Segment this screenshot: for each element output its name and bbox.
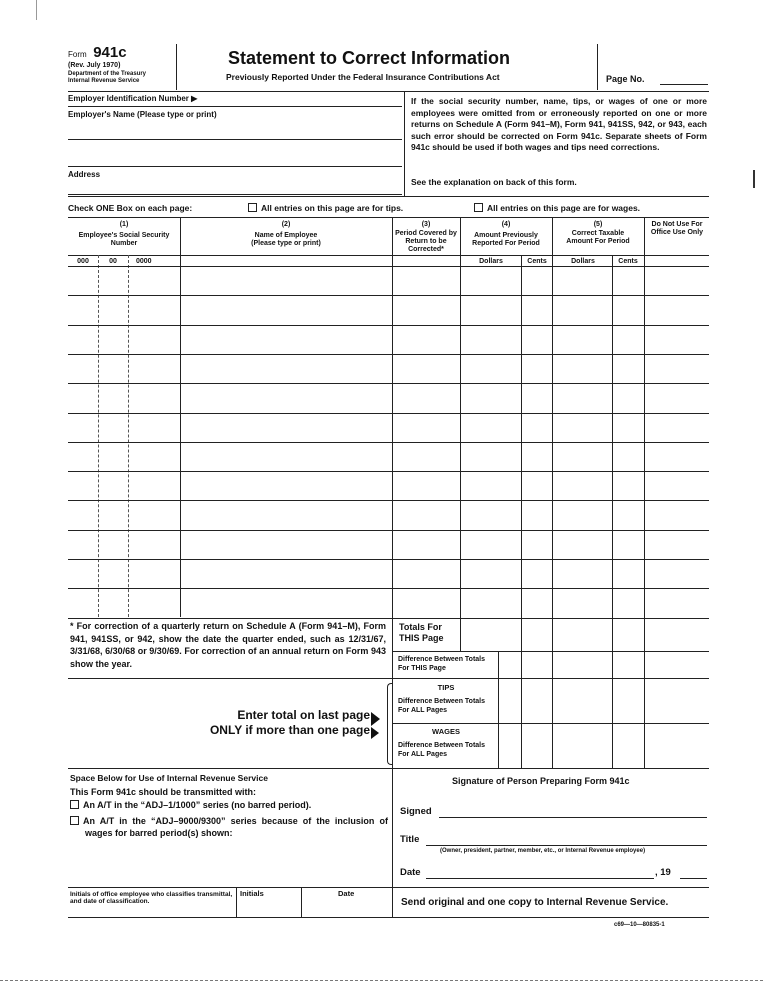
title-note: (Owner, president, partner, member, etc., or Internal Revenue employee) (440, 848, 646, 854)
form-subtitle: Previously Reported Under the Federal Insurance Contributions Act (226, 72, 500, 82)
form-number: 941c (93, 44, 127, 61)
ssn-divider (128, 255, 129, 617)
totals-line (460, 617, 461, 651)
ssn-divider (98, 255, 99, 617)
totals-line (68, 678, 709, 679)
col1-number: (1) (119, 221, 129, 228)
employer-name-field[interactable] (68, 139, 402, 140)
cents-divider (612, 255, 613, 617)
table-row-line (68, 266, 709, 267)
title-field[interactable] (426, 845, 707, 846)
adj-9000-option[interactable] (70, 815, 388, 839)
scan-edge-mark (36, 0, 37, 20)
tips-checkbox[interactable] (248, 203, 257, 212)
irs-use-heading: Space Below for Use of Internal Revenue Service (70, 773, 268, 783)
col4-dollars-header: Dollars (479, 258, 503, 265)
col3-title: Period Covered by Return to be Corrected* (395, 230, 457, 253)
table-column-line (392, 217, 393, 617)
signature-field[interactable] (439, 817, 707, 818)
see-back-note: See the explanation on back of this form. (411, 177, 577, 187)
totals-line (392, 651, 709, 652)
wages-option-label: All entries on this page are for wages. (487, 203, 641, 213)
col5-cents-header: Cents (618, 258, 638, 265)
totals-this-page-label: Totals For THIS Page (399, 622, 444, 643)
cents-divider (612, 617, 613, 768)
only-if-line: ONLY if more than one page (209, 723, 370, 737)
col3-header (393, 221, 459, 254)
adj-1-label: An A/T in the “ADJ–1/1000” series (no barred period). (83, 800, 312, 810)
col1-title: Employee's Social Security Number (78, 232, 170, 247)
form-id-block (68, 44, 127, 61)
send-instructions: Send original and one copy to Internal Revenue Service. (401, 897, 669, 908)
page-number-field[interactable] (660, 84, 708, 85)
instructions-text: If the social security number, name, tips, or wages of one or more employees were omitted from or erroneously reported on one or more returns on Schedule A (Form 941–M), Form 941, 941SS, 942, or 943, each such error should be corrected on Form 941c. Separate sheets of Form 941c should be used if both wages and tips need corrections. (411, 96, 707, 152)
col4-number: (4) (501, 221, 511, 228)
address-field[interactable] (68, 194, 402, 195)
col4-cents-header: Cents (527, 258, 547, 265)
arrow-right-icon (371, 712, 380, 726)
wages-option[interactable] (474, 203, 640, 213)
adj-9000-checkbox[interactable] (70, 816, 79, 825)
address-label: Address (68, 170, 101, 179)
table-row-line (68, 500, 709, 501)
totals-line (68, 768, 709, 769)
dept-line: Internal Revenue Service (68, 78, 140, 84)
table-row-line (68, 325, 709, 326)
transmit-note: This Form 941c should be transmitted with: (70, 787, 257, 797)
arrow-right-icon (371, 727, 379, 739)
col2-title: Name of Employee (Please type or print) (251, 232, 321, 247)
col2-header (181, 221, 391, 248)
initials-label: Initials (240, 889, 264, 898)
initials-of-employee-label: Initials of office employee who classifies transmittal, and date of classification. (70, 891, 233, 905)
table-row-line (68, 530, 709, 531)
diff-all-wages-label: Difference Between Totals For ALL Pages (398, 742, 486, 758)
check-one-label: Check ONE Box on each page: (68, 203, 193, 213)
department (68, 71, 146, 85)
table-row-line (68, 413, 709, 414)
signature-date-label: Date (400, 867, 421, 878)
form-title: Statement to Correct Information (228, 48, 511, 68)
enter-total-note (206, 708, 370, 738)
ssn-group-header: 00 (109, 258, 117, 265)
scan-edge-mark (753, 170, 755, 188)
employer-name-label: Employer's Name (Please type or print) (68, 110, 217, 119)
cents-divider (521, 617, 522, 768)
bracket (387, 683, 393, 765)
year-field[interactable] (680, 878, 707, 879)
adj-9000-label: An A/T in the “ADJ–9000/9300” series because of the inclusion of wages for barred period(s) shown: (83, 816, 388, 838)
col5-header (553, 221, 643, 246)
year-prefix: , 19 (655, 867, 671, 878)
col3-number: (3) (421, 221, 431, 228)
tips-option[interactable] (248, 203, 403, 213)
dept-line: Department of the Treasury (68, 71, 147, 77)
scan-bottom-edge (0, 980, 763, 981)
totals-line (552, 617, 553, 768)
adj-1-checkbox[interactable] (70, 800, 79, 809)
signature-heading: Signature of Person Preparing Form 941c (452, 776, 630, 786)
ssn-area-header: 000 (77, 258, 89, 265)
col4-title: Amount Previously Reported For Period (472, 232, 540, 247)
signature-date-field[interactable] (426, 878, 654, 879)
table-row-line (68, 383, 709, 384)
diff-this-page-label: Difference Between Totals For THIS Page (398, 656, 486, 672)
title-label: Title (400, 834, 420, 845)
ssn-serial-header: 0000 (136, 258, 152, 265)
revision-date: (Rev. July 1970) (68, 62, 121, 69)
col5-dollars-header: Dollars (571, 258, 595, 265)
col2-number: (2) (281, 221, 291, 228)
tips-heading: TIPS (437, 683, 455, 692)
wages-checkbox[interactable] (474, 203, 483, 212)
col1-header (68, 221, 180, 248)
table-row-line (68, 471, 709, 472)
gpo-code: c69—10—80835-1 (614, 922, 665, 928)
irs-date-label: Date (338, 889, 355, 898)
table-row-line (68, 559, 709, 560)
col5-title: Correct Taxable Amount For Period (566, 230, 630, 245)
table-column-line (460, 217, 461, 617)
cents-divider (521, 255, 522, 617)
signed-label: Signed (400, 806, 432, 817)
table-row-line (68, 354, 709, 355)
table-column-line (644, 217, 645, 617)
tips-option-label: All entries on this page are for tips. (261, 203, 404, 213)
totals-line (644, 617, 645, 768)
form-word: Form (68, 50, 87, 59)
period-footnote: * For correction of a quarterly return on Schedule A (Form 941–M), Form 941, 941SS, or 942, show the date the quarter ended, such as 12/31/67, 3/31/68, 6/30/68 or 9/30/69. For correction of an annual return on Form 943 show the year. (70, 621, 386, 669)
wages-heading: WAGES (432, 727, 460, 736)
table-column-line (180, 217, 181, 617)
diff-all-tips-label: Difference Between Totals For ALL Pages (398, 698, 486, 714)
col6-header: Do Not Use For Office Use Only (650, 221, 704, 236)
enter-total-line: Enter total on last page (237, 708, 370, 722)
totals-line (392, 723, 709, 724)
totals-line (498, 651, 499, 768)
table-row-line (68, 295, 709, 296)
adj-1-option[interactable] (70, 800, 388, 810)
col4-header (460, 221, 552, 248)
table-row-line (68, 588, 709, 589)
col5-number: (5) (593, 221, 603, 228)
table-row-line (68, 442, 709, 443)
ein-label: Employer Identification Number ▶ (68, 94, 198, 103)
page-number-label: Page No. (606, 74, 645, 84)
table-column-line (552, 217, 553, 617)
